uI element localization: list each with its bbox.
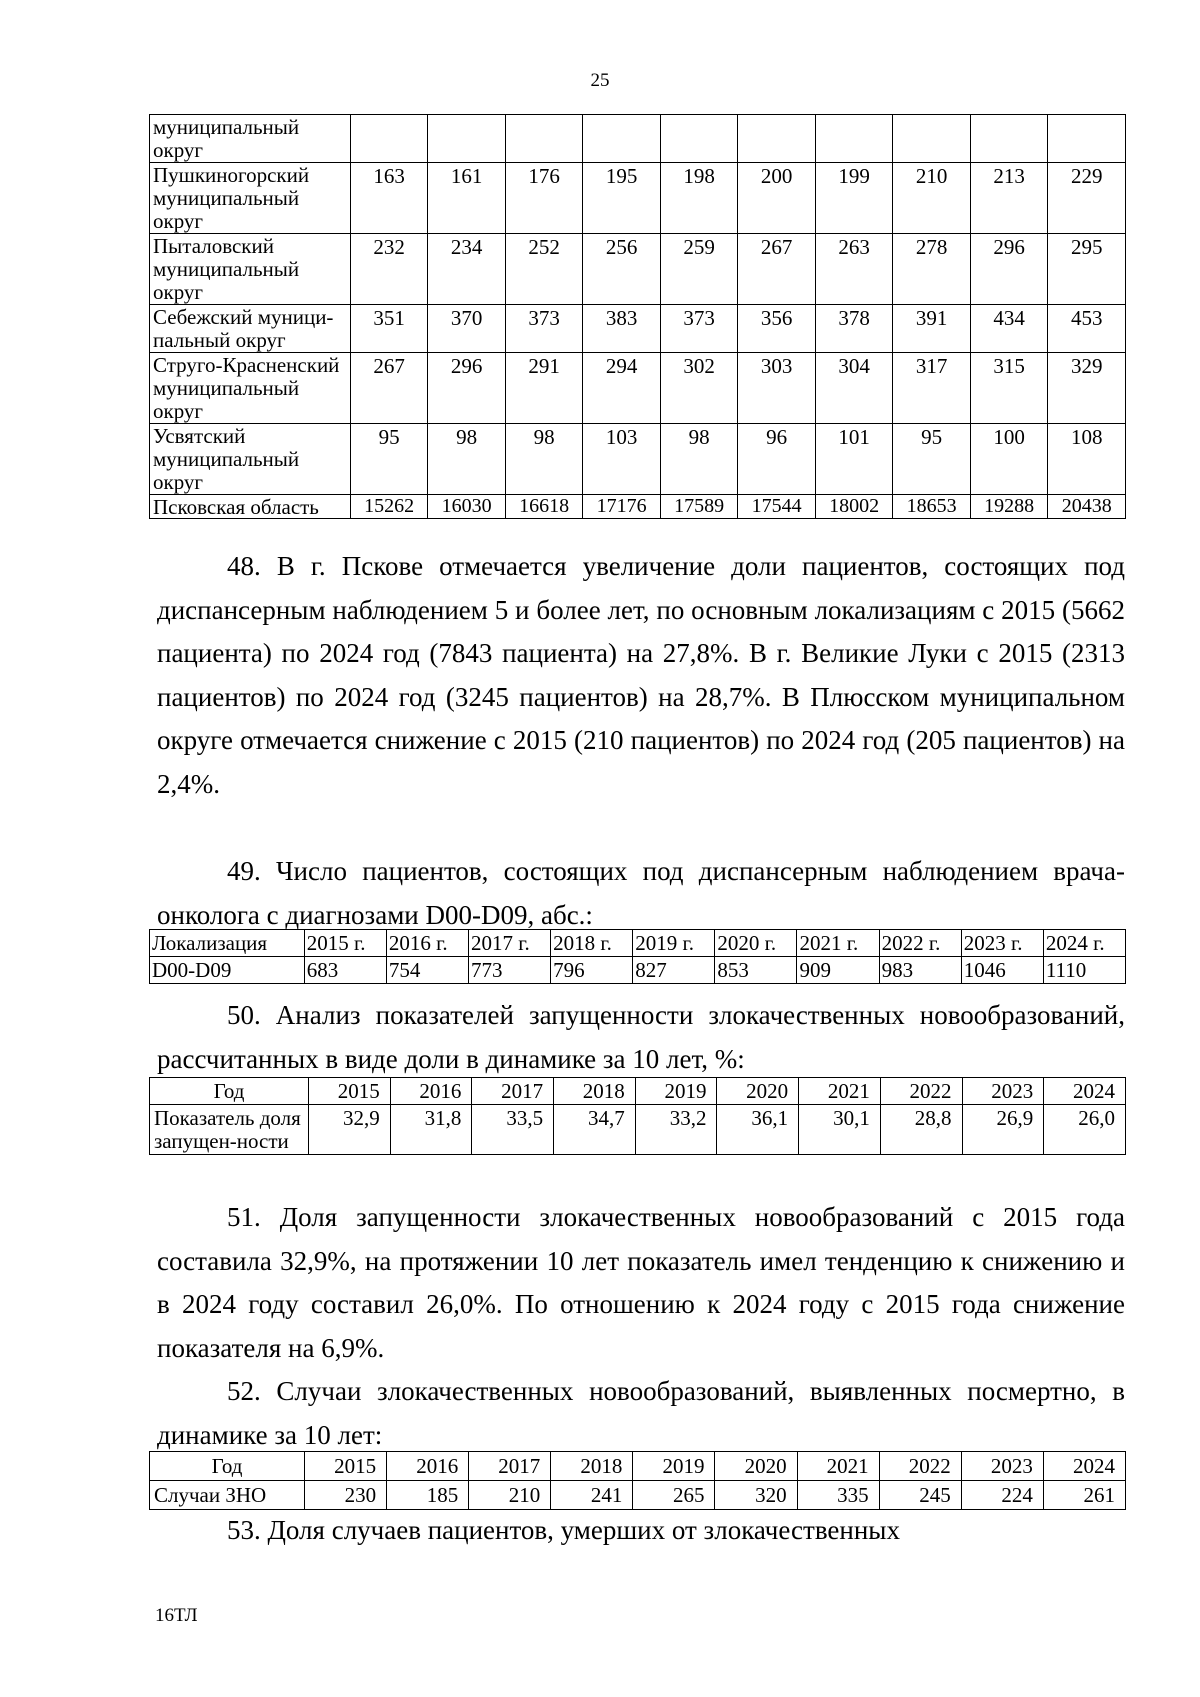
table-cell: 294 (583, 353, 661, 424)
table-header-row (150, 930, 1126, 957)
table-header-row (150, 1078, 1126, 1105)
table-cell: 108 (1048, 424, 1126, 495)
table-cell: 100 (970, 424, 1048, 495)
table-cell: 199 (815, 163, 893, 234)
table-cell: 434 (970, 305, 1048, 353)
table-cell (738, 115, 816, 163)
table-row (150, 424, 1126, 495)
table-cell: 296 (970, 234, 1048, 305)
table-cell: 378 (815, 305, 893, 353)
table-cell: 373 (660, 305, 738, 353)
table-cell: 33,2 (635, 1105, 717, 1155)
table-cell: 26,9 (962, 1105, 1044, 1155)
table-cell: 18002 (815, 495, 893, 519)
table-cell: 1046 (961, 957, 1043, 984)
table-cell: 232 (350, 234, 428, 305)
table-cell: 356 (738, 305, 816, 353)
table-cell: 176 (505, 163, 583, 234)
table-row (150, 305, 1126, 353)
table-cell: 827 (633, 957, 715, 984)
table-cell: 245 (879, 1481, 961, 1510)
table-cell: 230 (305, 1481, 387, 1510)
header-cell: 2020 (717, 1078, 799, 1105)
header-cell: 2021 (799, 1078, 881, 1105)
table-cell: 28,8 (880, 1105, 962, 1155)
table-cell: 185 (387, 1481, 469, 1510)
header-cell: 2024 (1043, 1452, 1125, 1481)
header-cell: 2024 г. (1043, 930, 1125, 957)
table-cell: 210 (469, 1481, 551, 1510)
table-cell: 198 (660, 163, 738, 234)
table-row (150, 234, 1126, 305)
table-cell: 19288 (970, 495, 1048, 519)
table-cell: 370 (428, 305, 506, 353)
table-row (150, 1105, 1126, 1155)
header-cell: 2019 (635, 1078, 717, 1105)
table-cell: 241 (551, 1481, 633, 1510)
table-cell: 224 (961, 1481, 1043, 1510)
districts-table (149, 114, 1126, 519)
table-cell: 101 (815, 424, 893, 495)
table-cell: 391 (893, 305, 971, 353)
table-cell: 31,8 (390, 1105, 472, 1155)
table-cell: 234 (428, 234, 506, 305)
table-cell: 1110 (1043, 957, 1125, 984)
header-cell: 2016 (387, 1452, 469, 1481)
header-cell: 2022 (880, 1078, 962, 1105)
table-row (150, 495, 1126, 519)
table-cell: 161 (428, 163, 506, 234)
header-cell: Локализация (150, 930, 305, 957)
table-cell: 683 (304, 957, 386, 984)
table-cell: 95 (893, 424, 971, 495)
table-cell: 16618 (505, 495, 583, 519)
table-cell: 317 (893, 353, 971, 424)
row-label: Случаи ЗНО (150, 1481, 305, 1510)
row-label: Струго-Красненский муниципальный округ (150, 353, 351, 424)
table-cell: 20438 (1048, 495, 1126, 519)
header-cell: 2023 (962, 1078, 1044, 1105)
table-cell: 200 (738, 163, 816, 234)
paragraph-52: 52. Случаи злокачественных новообразований, выявленных посмертно, в динамике за 10 лет: (157, 1376, 1125, 1450)
table-cell: 335 (797, 1481, 879, 1510)
table-cell: 103 (583, 424, 661, 495)
table-cell: 320 (715, 1481, 797, 1510)
row-label: Показатель доля запущен-ности (150, 1105, 309, 1155)
header-cell: Год (150, 1452, 305, 1481)
table-cell: 267 (738, 234, 816, 305)
table-row (150, 957, 1126, 984)
table-cell: 983 (879, 957, 961, 984)
header-cell: 2015 (305, 1452, 387, 1481)
table-cell: 17176 (583, 495, 661, 519)
header-cell: 2020 г. (715, 930, 797, 957)
table-cell: 261 (1043, 1481, 1125, 1510)
table-cell: D00-D09 (150, 957, 305, 984)
table-cell: 210 (893, 163, 971, 234)
paragraph-49: 49. Число пациентов, состоящих под диспансерным наблюдением врача-онколога с диагнозами D00-D09, абс.: (157, 856, 1125, 930)
table-cell: 351 (350, 305, 428, 353)
paragraph-51: 51. Доля запущенности злокачественных новообразований с 2015 года составила 32,9%, на протяжении 10 лет показатель имел тенденцию к снижению и в 2024 году составил 26,0%. По отношению к 2024 году с 2015 года снижение показателя на 6,9%. (157, 1202, 1125, 1363)
paragraph-50: 50. Анализ показателей запущенности злокачественных новообразований, рассчитанных в виде доли в динамике за 10 лет, %: (157, 1000, 1125, 1074)
table-cell: 229 (1048, 163, 1126, 234)
footer-code: 16ТЛ (155, 1605, 198, 1626)
table-cell: 263 (815, 234, 893, 305)
table-header-row (150, 1452, 1126, 1481)
header-cell: 2015 г. (304, 930, 386, 957)
header-cell: 2022 г. (879, 930, 961, 957)
table-cell: 98 (428, 424, 506, 495)
header-cell: 2021 (797, 1452, 879, 1481)
table-cell: 32,9 (309, 1105, 391, 1155)
paragraph-48: 48. В г. Пскове отмечается увеличение доли пациентов, состоящих под диспансерным наблюдением 5 и более лет, по основным локализациям с 2015 (5662 пациента) по 2024 год (7843 пациента) на 27,8%. В г. Великие Луки с 2015 (2313 пациентов) по 2024 год (3245 пациентов) на 28,7%. В Плюсском муниципальном округе отмечается снижение с 2015 (210 пациентов) по 2024 год (205 пациентов) на 2,4%. (157, 551, 1125, 799)
row-label: Пыталовский муниципальный округ (150, 234, 351, 305)
header-cell: 2022 (879, 1452, 961, 1481)
header-cell: 2018 г. (551, 930, 633, 957)
table-cell: 163 (350, 163, 428, 234)
table-cell (1048, 115, 1126, 163)
table-cell (350, 115, 428, 163)
neglect-table (149, 1077, 1126, 1155)
table-cell: 453 (1048, 305, 1126, 353)
d00-d09-table (149, 929, 1126, 984)
table-cell (505, 115, 583, 163)
table-cell: 15262 (350, 495, 428, 519)
table-cell: 259 (660, 234, 738, 305)
page-number: 25 (590, 70, 610, 91)
table-cell: 96 (738, 424, 816, 495)
header-cell: 2017 г. (468, 930, 550, 957)
header-cell: 2016 г. (386, 930, 468, 957)
table-cell: 18653 (893, 495, 971, 519)
table-cell: 853 (715, 957, 797, 984)
table-cell: 16030 (428, 495, 506, 519)
table-cell: 796 (551, 957, 633, 984)
table-cell: 303 (738, 353, 816, 424)
table-cell: 373 (505, 305, 583, 353)
table-cell (583, 115, 661, 163)
table-cell: 95 (350, 424, 428, 495)
row-label: Усвятский муниципальный округ (150, 424, 351, 495)
row-label: Пушкиногорский муниципальный округ (150, 163, 351, 234)
row-label: Себежский муници-пальный округ (150, 305, 351, 353)
table-cell: 17589 (660, 495, 738, 519)
header-cell: 2018 (551, 1452, 633, 1481)
table-cell: 17544 (738, 495, 816, 519)
table-cell: 329 (1048, 353, 1126, 424)
paragraph-53: 53. Доля случаев пациентов, умерших от злокачественных (227, 1515, 900, 1545)
table-cell: 295 (1048, 234, 1126, 305)
header-cell: 2024 (1044, 1078, 1126, 1105)
posthumous-table (149, 1451, 1126, 1510)
table-cell: 252 (505, 234, 583, 305)
row-label: Псковская область (150, 495, 351, 519)
table-row (150, 115, 1126, 163)
table-cell (893, 115, 971, 163)
header-cell: 2016 (390, 1078, 472, 1105)
header-cell: 2017 (472, 1078, 554, 1105)
table-row (150, 1481, 1126, 1510)
header-cell: 2023 (961, 1452, 1043, 1481)
header-cell: 2020 (715, 1452, 797, 1481)
header-cell: 2019 (633, 1452, 715, 1481)
table-cell: 98 (660, 424, 738, 495)
table-cell: 265 (633, 1481, 715, 1510)
header-cell: Год (150, 1078, 309, 1105)
table-cell: 256 (583, 234, 661, 305)
table-cell: 383 (583, 305, 661, 353)
table-cell: 26,0 (1044, 1105, 1126, 1155)
table-cell: 30,1 (799, 1105, 881, 1155)
table-row (150, 163, 1126, 234)
table-cell (815, 115, 893, 163)
table-cell: 33,5 (472, 1105, 554, 1155)
header-cell: 2019 г. (633, 930, 715, 957)
header-cell: 2021 г. (797, 930, 879, 957)
table-cell: 36,1 (717, 1105, 799, 1155)
table-cell (660, 115, 738, 163)
table-cell: 213 (970, 163, 1048, 234)
header-cell: 2017 (469, 1452, 551, 1481)
table-cell: 754 (386, 957, 468, 984)
header-cell: 2018 (554, 1078, 636, 1105)
row-label: муниципальный округ (150, 115, 351, 163)
table-cell: 302 (660, 353, 738, 424)
table-cell: 278 (893, 234, 971, 305)
table-cell: 291 (505, 353, 583, 424)
table-row (150, 353, 1126, 424)
table-cell: 195 (583, 163, 661, 234)
table-cell: 34,7 (554, 1105, 636, 1155)
table-cell: 773 (468, 957, 550, 984)
table-cell (428, 115, 506, 163)
table-cell: 315 (970, 353, 1048, 424)
header-cell: 2015 (309, 1078, 391, 1105)
table-cell: 304 (815, 353, 893, 424)
header-cell: 2023 г. (961, 930, 1043, 957)
table-cell: 267 (350, 353, 428, 424)
table-cell: 98 (505, 424, 583, 495)
table-cell: 296 (428, 353, 506, 424)
table-cell: 909 (797, 957, 879, 984)
table-cell (970, 115, 1048, 163)
